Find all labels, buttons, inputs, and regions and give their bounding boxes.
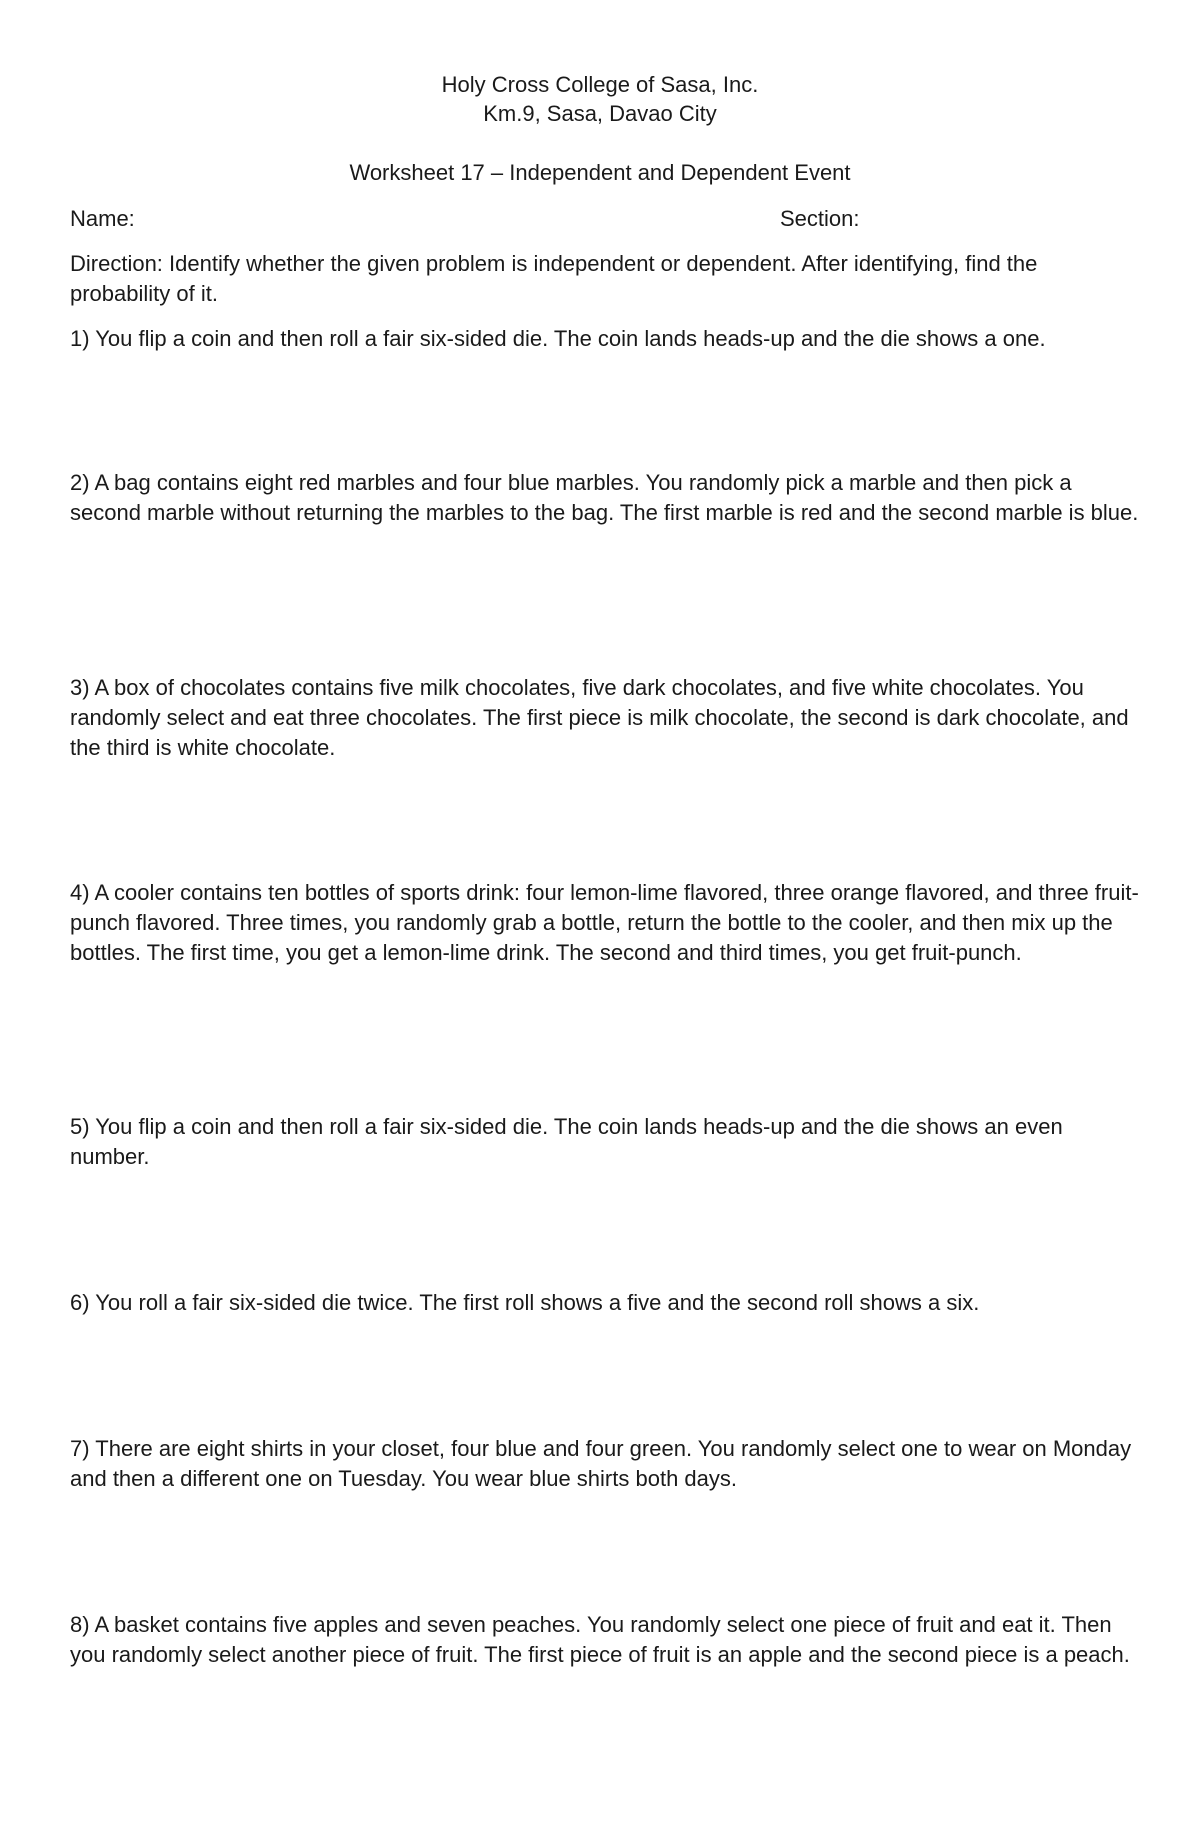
name-label: Name:	[70, 206, 135, 231]
problem-number: 7)	[70, 1436, 90, 1461]
school-name: Holy Cross College of Sasa, Inc.	[441, 72, 759, 97]
problem-7	[70, 1434, 1140, 1494]
section-label: Section:	[780, 206, 860, 231]
worksheet-title: Worksheet 17 – Independent and Dependent Event	[349, 160, 851, 185]
problem-text: You flip a coin and then roll a fair six-sided die. The coin lands heads-up and the die shows a one.	[95, 326, 1046, 351]
problem-number: 2)	[70, 470, 90, 495]
problem-6	[70, 1288, 1140, 1318]
school-address: Km.9, Sasa, Davao City	[483, 101, 717, 126]
problem-number: 3)	[70, 675, 90, 700]
direction-text: Direction: Identify whether the given problem is independent or dependent. After identifying, find the probability of it.	[70, 251, 1038, 306]
problem-text: A basket contains five apples and seven peaches. You randomly select one piece of fruit and eat it. Then you randomly select another piece of fruit. The first piece of fruit is an apple and the second piece is a peach.	[70, 1612, 1130, 1667]
problem-2	[70, 468, 1140, 528]
problem-number: 1)	[70, 326, 90, 351]
problem-text: You flip a coin and then roll a fair six-sided die. The coin lands heads-up and the die shows an even number.	[70, 1114, 1063, 1169]
problem-text: A cooler contains ten bottles of sports drink: four lemon-lime flavored, three orange flavored, and three fruit-punch flavored. Three times, you randomly grab a bottle, return the bottle to the cooler, and then mix up the bottles. The first time, you get a lemon-lime drink. The second and third times, you get fruit-punch.	[70, 880, 1139, 965]
problem-3	[70, 673, 1140, 763]
problem-number: 8)	[70, 1612, 90, 1637]
problem-8	[70, 1610, 1140, 1670]
problem-text: You roll a fair six-sided die twice. The first roll shows a five and the second roll shows a six.	[95, 1290, 980, 1315]
problem-text: There are eight shirts in your closet, four blue and four green. You randomly select one to wear on Monday and then a different one on Tuesday. You wear blue shirts both days.	[70, 1436, 1132, 1491]
problem-number: 6)	[70, 1290, 90, 1315]
problem-number: 5)	[70, 1114, 90, 1139]
problem-text: A bag contains eight red marbles and four blue marbles. You randomly pick a marble and then pick a second marble without returning the marbles to the bag. The first marble is red and the second marble is blue.	[70, 470, 1139, 525]
problem-5	[70, 1112, 1140, 1172]
problem-1	[70, 324, 1140, 354]
problem-4	[70, 878, 1140, 968]
problem-number: 4)	[70, 880, 90, 905]
problem-text: A box of chocolates contains five milk chocolates, five dark chocolates, and five white chocolates. You randomly select and eat three chocolates. The first piece is milk chocolate, the second is dark chocolate, and the third is white chocolate.	[70, 675, 1129, 760]
